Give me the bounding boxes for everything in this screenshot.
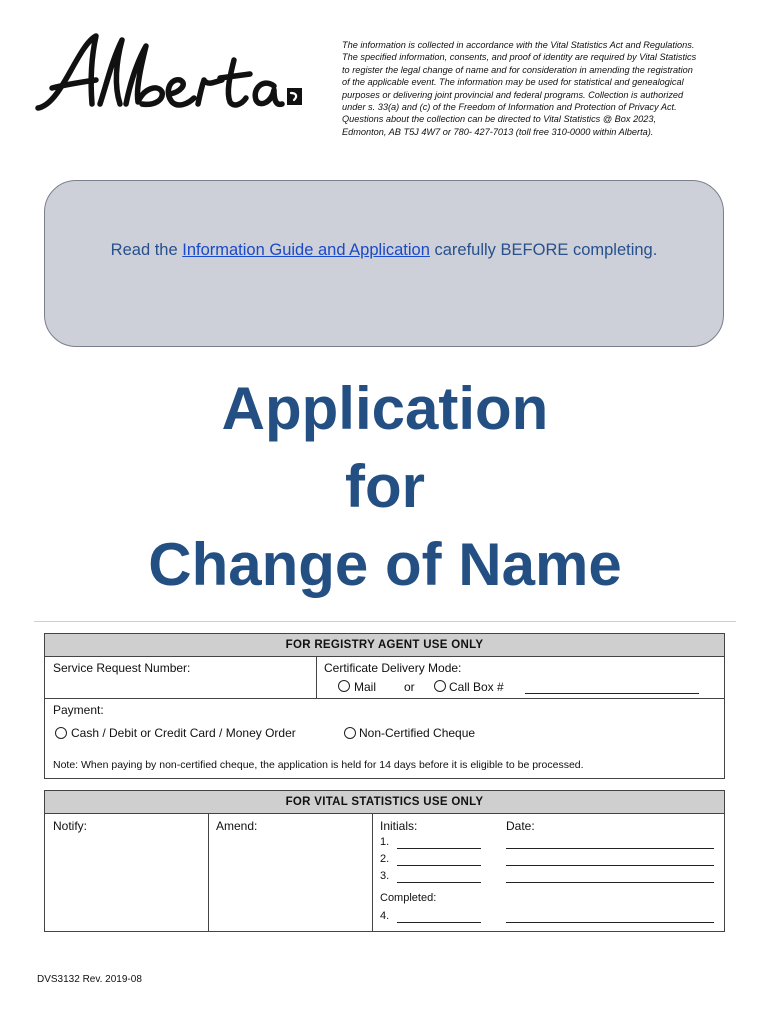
- initials-label: Initials:: [380, 819, 418, 833]
- cash-card-label: Cash / Debit or Credit Card / Money Order: [71, 726, 296, 740]
- privacy-line: under s. 33(a) and (c) of the Freedom of Information and Protection of Privacy Act.: [342, 102, 677, 113]
- vital-header: FOR VITAL STATISTICS USE ONLY: [45, 791, 724, 814]
- payment-note: Note: When paying by non-certified cheque, the application is held for 14 days before it is eligible to be processed.: [53, 759, 584, 771]
- call-box-label: Call Box #: [449, 680, 504, 694]
- privacy-line: Questions about the collection can be directed to Vital Statistics @ Box 2023,: [342, 114, 657, 125]
- privacy-line: The specified information, consents, and proof of identity are required by Vital Statistics: [342, 52, 697, 63]
- delivery-mode-label: Certificate Delivery Mode:: [324, 661, 462, 675]
- alberta-logo: [30, 30, 305, 118]
- cash-card-radio[interactable]: [55, 727, 67, 739]
- row-number: 4.: [380, 910, 390, 922]
- date-field-2[interactable]: [506, 865, 714, 866]
- row-number: 1.: [380, 836, 390, 848]
- notice-suffix: carefully BEFORE completing.: [429, 241, 658, 259]
- call-box-number-field[interactable]: [525, 693, 699, 694]
- cheque-label: Non-Certified Cheque: [359, 726, 476, 740]
- title-line-1: Application: [221, 375, 549, 442]
- privacy-line: The information is collected in accordance with the Vital Statistics Act and Regulations.: [342, 40, 695, 50]
- cheque-radio[interactable]: [344, 727, 356, 739]
- date-field-3[interactable]: [506, 882, 714, 883]
- divider: [372, 813, 373, 931]
- privacy-line: to register the legal change of name and for consideration in amending the registration: [342, 64, 693, 75]
- title-line-2: for: [345, 453, 425, 520]
- row-number: 3.: [380, 870, 390, 882]
- privacy-line: of the applicable event. The information may be used for statistical and genealogical: [342, 77, 684, 88]
- date-field-4[interactable]: [506, 922, 714, 923]
- service-request-label: Service Request Number:: [53, 661, 191, 675]
- notice-prefix: Read the: [110, 241, 183, 259]
- amend-label: Amend:: [216, 819, 258, 833]
- row-number: 2.: [380, 853, 390, 865]
- or-label: or: [404, 680, 415, 694]
- instructions-notice: [44, 180, 724, 347]
- page-title: [0, 370, 770, 604]
- title-line-3: Change of Name: [148, 531, 622, 598]
- privacy-notice: [342, 39, 740, 138]
- vital-statistics-section: [44, 790, 725, 932]
- mail-radio[interactable]: [338, 680, 350, 692]
- divider: [34, 621, 736, 622]
- divider: [45, 698, 724, 699]
- initials-field-1[interactable]: [397, 848, 481, 849]
- date-field-1[interactable]: [506, 848, 714, 849]
- information-guide-link[interactable]: Information Guide and Application: [182, 241, 430, 259]
- privacy-line: purposes or delivering joint provincial and federal programs. Collection is authorized: [342, 89, 684, 100]
- date-label: Date:: [506, 819, 535, 833]
- call-box-radio[interactable]: [434, 680, 446, 692]
- registry-agent-section: [44, 633, 725, 779]
- initials-field-2[interactable]: [397, 865, 481, 866]
- mail-label: Mail: [354, 680, 377, 694]
- privacy-line: Edmonton, AB T5J 4W7 or 780- 427-7013 (toll free 310-0000 within Alberta).: [342, 126, 654, 137]
- divider: [316, 656, 317, 698]
- completed-label: Completed:: [380, 892, 437, 904]
- notice-text: [45, 241, 723, 260]
- notify-label: Notify:: [53, 819, 88, 833]
- divider: [208, 813, 209, 931]
- initials-field-4[interactable]: [397, 922, 481, 923]
- form-code: DVS3132 Rev. 2019-08: [37, 974, 142, 985]
- initials-field-3[interactable]: [397, 882, 481, 883]
- registry-header: FOR REGISTRY AGENT USE ONLY: [45, 634, 724, 657]
- payment-label: Payment:: [53, 703, 104, 717]
